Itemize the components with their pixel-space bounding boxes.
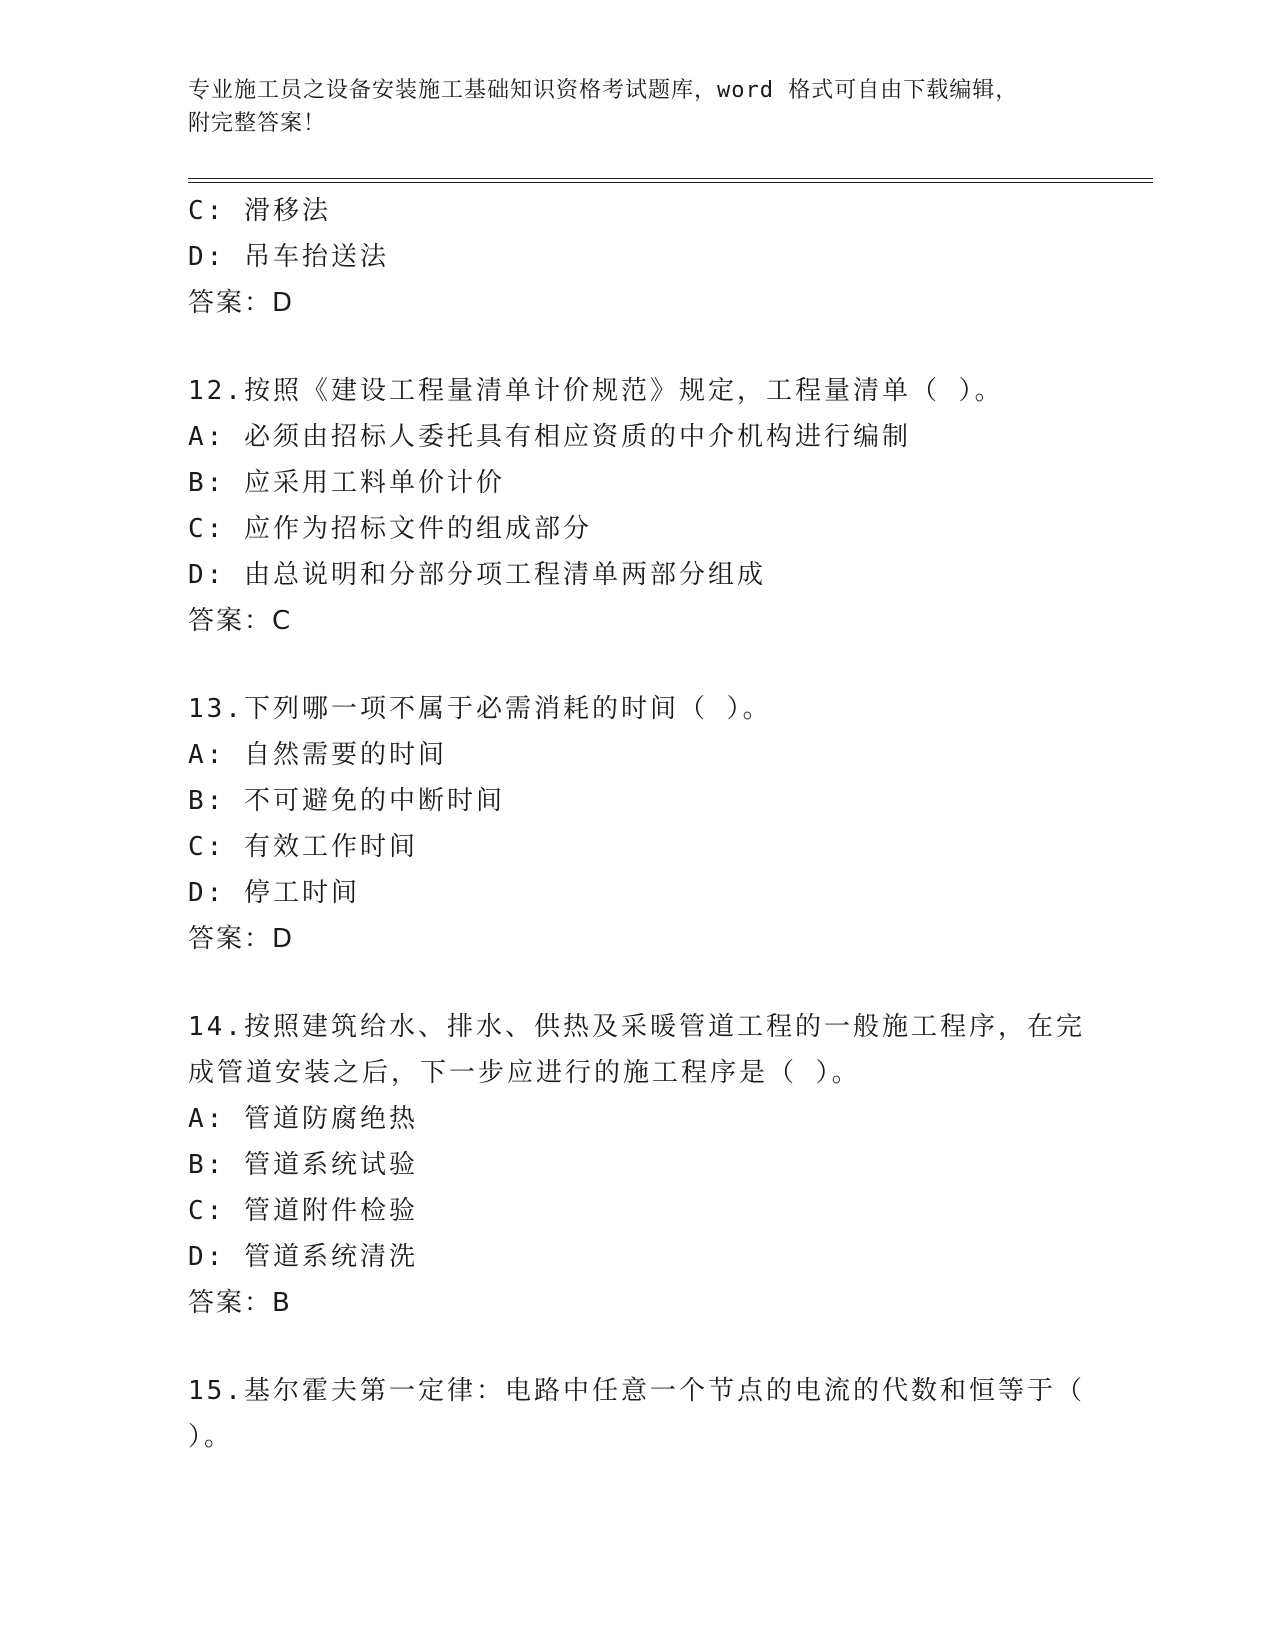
- question-12-block: [188, 368, 1088, 644]
- q15-question-line-2: ）。: [188, 1422, 234, 1452]
- question-list: [188, 188, 1088, 1460]
- question-11-block: [188, 188, 1088, 326]
- q12-answer: 答案：C: [188, 606, 293, 636]
- document-header: [188, 74, 1068, 140]
- q14-option-d: D: 管道系统清洗: [188, 1242, 418, 1272]
- q14-option-c: C: 管道附件检验: [188, 1196, 418, 1226]
- question-13-block: [188, 686, 1088, 962]
- spacer: [188, 644, 1088, 686]
- q14-option-b: B: 管道系统试验: [188, 1150, 418, 1180]
- q14-question-line-2: 成管道安装之后，下一步应进行的施工程序是（ ）。: [188, 1058, 861, 1088]
- spacer: [188, 326, 1088, 368]
- q11-answer: 答案：D: [188, 288, 295, 318]
- q12-option-d: D: 由总说明和分部分项工程清单两部分组成: [188, 560, 766, 590]
- question-14-block: [188, 1004, 1088, 1326]
- header-line-1: 专业施工员之设备安装施工基础知识资格考试题库，word 格式可自由下载编辑，: [188, 78, 1019, 103]
- q14-question-line-1: 14.按照建筑给水、排水、供热及采暖管道工程的一般施工程序，在完: [188, 1012, 1085, 1042]
- q14-answer: 答案：B: [188, 1288, 292, 1318]
- q12-option-a: A: 必须由招标人委托具有相应资质的中介机构进行编制: [188, 422, 911, 452]
- q12-option-b: B: 应采用工料单价计价: [188, 468, 505, 498]
- q12-question: 12.按照《建设工程量清单计价规范》规定，工程量清单（ ）。: [188, 376, 1004, 406]
- question-15-block: [188, 1368, 1088, 1460]
- header-rule-top: [188, 178, 1153, 179]
- q13-option-a: A: 自然需要的时间: [188, 740, 447, 770]
- header-rule-bottom: [188, 182, 1153, 183]
- q12-option-c: C: 应作为招标文件的组成部分: [188, 514, 592, 544]
- q13-option-c: C: 有效工作时间: [188, 832, 418, 862]
- q14-option-a: A: 管道防腐绝热: [188, 1104, 418, 1134]
- q13-option-b: B: 不可避免的中断时间: [188, 786, 505, 816]
- header-line-2: 附完整答案！: [188, 111, 327, 136]
- q15-question-line-1: 15.基尔霍夫第一定律：电路中任意一个节点的电流的代数和恒等于（: [188, 1376, 1085, 1406]
- q11-option-d: D: 吊车抬送法: [188, 242, 389, 272]
- spacer: [188, 1326, 1088, 1368]
- spacer: [188, 962, 1088, 1004]
- q13-question: 13.下列哪一项不属于必需消耗的时间（ ）。: [188, 694, 772, 724]
- q11-option-c: C: 滑移法: [188, 196, 331, 226]
- q13-option-d: D: 停工时间: [188, 878, 360, 908]
- q13-answer: 答案：D: [188, 924, 295, 954]
